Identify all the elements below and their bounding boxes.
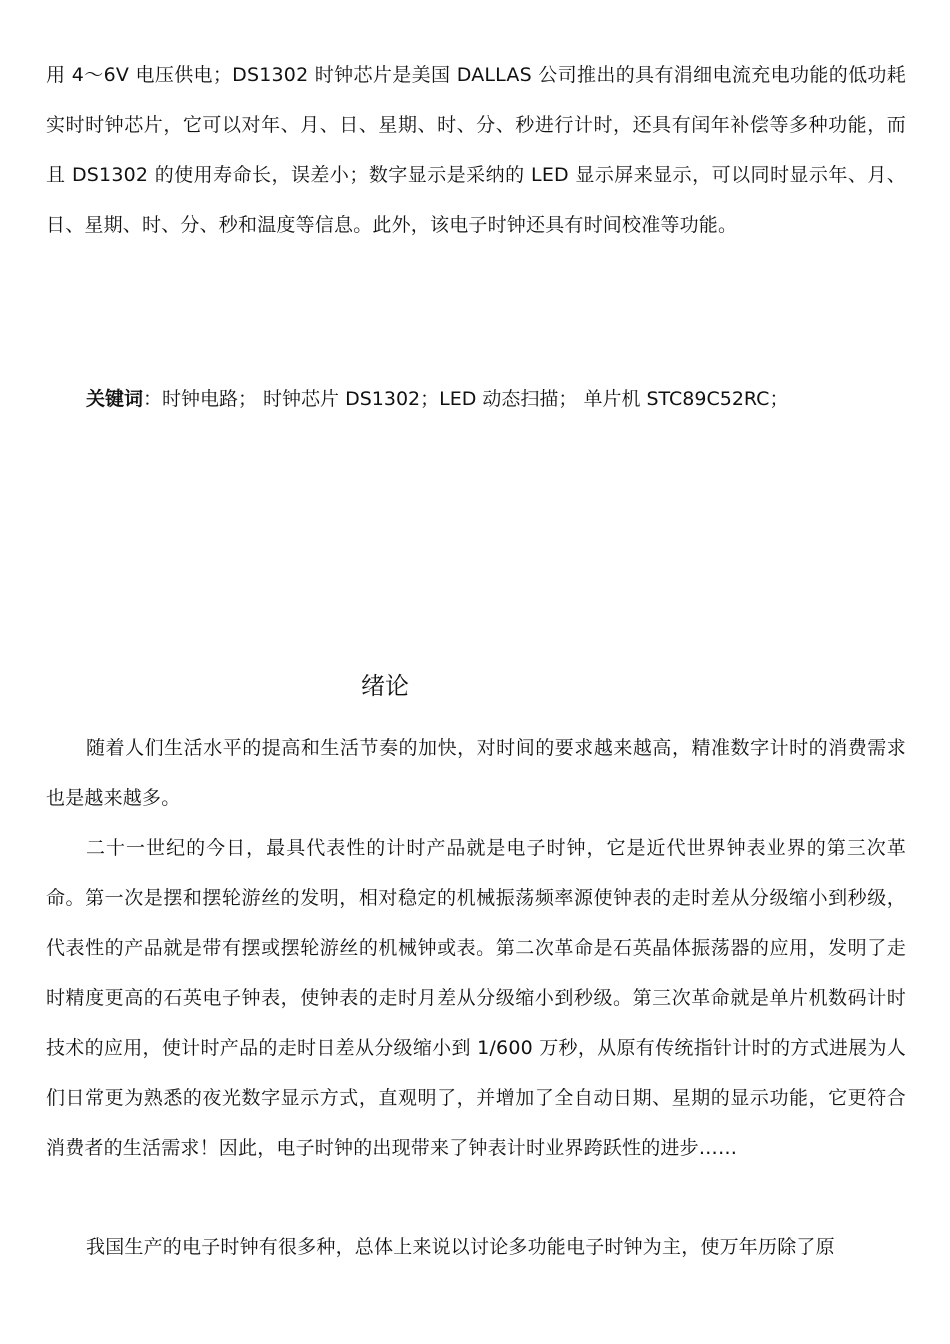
body-paragraph-1: 随着人们生活水平的提高和生活节奏的加快，对时间的要求越来越高，精准数字计时的消费需求也是越来越多。 — [46, 737, 906, 809]
body-paragraph-2: 二十一世纪的今日，最具代表性的计时产品就是电子时钟，它是近代世界钟表业界的第三次革命。第一次是摆和摆轮游丝的发明，相对稳定的机械振荡频率源使钟表的走时差从分级缩小到秒级，代表性的产品就是带有摆或摆轮游丝的机械钟或表。第二次革命是石英晶体振荡器的应用，发明了走时精度更高的石英电子钟表，使钟表的走时月差从分级缩小到秒级。第三次革命就是单片机数码计时技术的应用，使计时产品的走时日差从分级缩小到 1/600 万秒，从原有传统指针计时的方式进展为人们日常更为熟悉的夜光数字显示方式，直观明了，并增加了全自动日期、星期的显示功能，它更符合消费者的生活需求！因此，电子时钟的出现带来了钟表计时业界跨跃性的进步…… — [46, 837, 906, 1159]
keywords-line — [86, 374, 788, 424]
abstract-paragraph: 用 4～6V 电压供电；DS1302 时钟芯片是美国 DALLAS 公司推出的具有涓细电流充电功能的低功耗实时时钟芯片，它可以对年、月、日、星期、时、分、秒进行计时，还具有闰年补偿等多种功能，而且 DS1302 的使用寿命长，误差小；数字显示是采纳的 LED 显示屏来显示，可以同时显示年、月、日、星期、时、分、秒和温度等信息。此外，该电子时钟还具有时间校准等功能。 — [46, 64, 906, 236]
keywords-label: 关键词 — [86, 388, 144, 410]
keywords-text: ：时钟电路； 时钟芯片 DS1302；LED 动态扫描； 单片机 STC89C52RC； — [143, 388, 789, 410]
body-paragraph-3: 我国生产的电子时钟有很多种，总体上来说以讨论多功能电子时钟为主，使万年历除了原 — [86, 1236, 835, 1258]
section-heading: 绪论 — [361, 672, 409, 700]
